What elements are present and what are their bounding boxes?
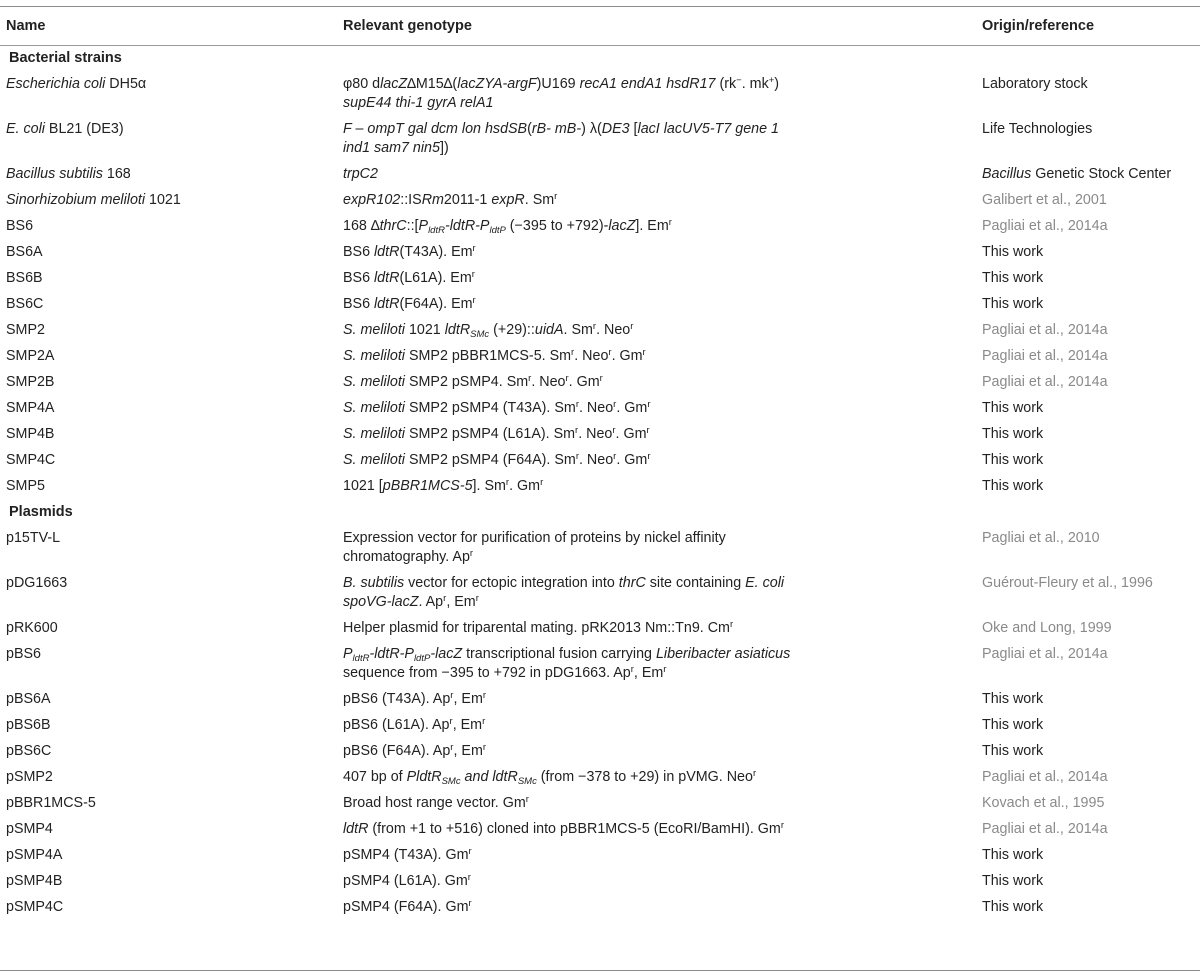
cell-name: SMP5 xyxy=(6,477,45,494)
cell-genotype: 1021 [pBBR1MCS-5]. Sm$^r$. Gm$^r$ xyxy=(343,476,544,494)
cell-name: pDG1663 xyxy=(6,574,68,591)
header-name: Name xyxy=(6,18,46,34)
cell-genotype: 407 bp of PldtR$_{SMc}$ and ldtR$_{SMc}$ (from −378 to +29) in pVMG. Neo$^r$ xyxy=(343,767,757,787)
cell-origin: Oke and Long, 1999 xyxy=(982,619,1112,636)
table-row xyxy=(0,790,1200,816)
cell-name: SMP4C xyxy=(6,451,56,468)
cell-genotype: S. meliloti SMP2 pSMP4 (T43A). Sm$^r$. Neo$^r$. Gm$^r$ xyxy=(343,398,651,416)
cell-name: SMP4A xyxy=(6,399,55,416)
section-header-row xyxy=(0,499,1200,525)
cell-origin: Kovach et al., 1995 xyxy=(982,794,1105,811)
table-row xyxy=(0,213,1200,239)
cell-name: Sinorhizobium meliloti 1021 xyxy=(6,191,181,208)
cell-origin: Pagliai et al., 2014a xyxy=(982,373,1108,390)
cell-origin: This work xyxy=(982,898,1044,915)
section-title: Bacterial strains xyxy=(9,49,122,66)
cell-name: pSMP4 xyxy=(6,820,53,837)
cell-origin: Pagliai et al., 2014a xyxy=(982,645,1108,662)
cell-origin: This work xyxy=(982,872,1044,889)
table-row xyxy=(0,525,1200,570)
cell-origin: Pagliai et al., 2014a xyxy=(982,768,1108,785)
cell-origin: Galibert et al., 2001 xyxy=(982,191,1107,208)
table-row xyxy=(0,317,1200,343)
table-row xyxy=(0,473,1200,499)
table-row xyxy=(0,738,1200,764)
cell-name: BS6B xyxy=(6,269,43,286)
cell-name: pBS6A xyxy=(6,690,51,707)
cell-genotype: S. meliloti SMP2 pSMP4 (L61A). Sm$^r$. Neo$^r$. Gm$^r$ xyxy=(343,424,650,442)
table-row xyxy=(0,816,1200,842)
strains-plasmids-table xyxy=(0,8,1200,920)
table-row xyxy=(0,239,1200,265)
cell-name: pBS6 xyxy=(6,645,41,662)
cell-genotype: trpC2 xyxy=(343,165,378,182)
cell-name: SMP2 xyxy=(6,321,45,338)
cell-origin: This work xyxy=(982,295,1044,312)
cell-name: SMP2B xyxy=(6,373,55,390)
cell-genotype: Broad host range vector. Gm$^r$ xyxy=(343,793,529,811)
cell-name: pBS6C xyxy=(6,742,52,759)
section-header-row xyxy=(0,45,1200,71)
table-row xyxy=(0,868,1200,894)
table-row xyxy=(0,187,1200,213)
cell-name: Escherichia coli DH5α xyxy=(6,75,147,92)
header-origin: Origin/reference xyxy=(982,18,1095,34)
top-rule xyxy=(0,6,1200,7)
cell-origin: Life Technologies xyxy=(982,120,1093,137)
cell-name: BS6 xyxy=(6,217,34,234)
cell-genotype: pSMP4 (L61A). Gm$^r$ xyxy=(343,871,471,889)
table-row xyxy=(0,343,1200,369)
table-row xyxy=(0,615,1200,641)
cell-genotype: S. meliloti SMP2 pSMP4. Sm$^r$. Neo$^r$. Gm$^r$ xyxy=(343,372,603,390)
cell-genotype: pSMP4 (T43A). Gm$^r$ xyxy=(343,845,472,863)
cell-name: SMP4B xyxy=(6,425,55,442)
table-row xyxy=(0,712,1200,738)
cell-origin: Pagliai et al., 2014a xyxy=(982,820,1108,837)
section-title: Plasmids xyxy=(9,503,73,520)
cell-name: BS6A xyxy=(6,243,43,260)
cell-origin: Pagliai et al., 2014a xyxy=(982,217,1108,234)
cell-name: SMP2A xyxy=(6,347,55,364)
cell-name: Bacillus subtilis 168 xyxy=(6,165,131,182)
cell-origin: Bacillus Genetic Stock Center xyxy=(982,165,1172,182)
cell-genotype: S. meliloti 1021 ldtR$_{SMc}$ (+29)::uidA. Sm$^r$. Neo$^r$ xyxy=(343,320,634,340)
table-row xyxy=(0,764,1200,790)
cell-origin: This work xyxy=(982,477,1044,494)
table-row xyxy=(0,421,1200,447)
cell-genotype: $P_{ldtR}-ldtR-P_{ldtP}$-lacZ transcriptional fusion carrying Liberibacter asiaticus sequence from −395 to +792 in pDG1663. Ap$^r$, Em$^r$ xyxy=(343,645,791,681)
cell-origin: This work xyxy=(982,399,1044,416)
cell-genotype: pBS6 (T43A). Ap$^r$, Em$^r$ xyxy=(343,689,487,707)
table-row xyxy=(0,369,1200,395)
cell-genotype: 168 $\Delta thrC::[P_{ldtR}-ldtR-P_{ldtP}$ (−395 to +792)-lacZ]. Em$^r$ xyxy=(343,216,672,236)
cell-name: pRK600 xyxy=(6,619,58,636)
cell-genotype: S. meliloti SMP2 pSMP4 (F64A). Sm$^r$. Neo$^r$. Gm$^r$ xyxy=(343,450,651,468)
cell-origin: This work xyxy=(982,846,1044,863)
table-row xyxy=(0,686,1200,712)
cell-genotype: pBS6 (L61A). Ap$^r$, Em$^r$ xyxy=(343,715,486,733)
table-row xyxy=(0,161,1200,187)
cell-genotype: B. subtilis vector for ectopic integration into thrC site containing E. coli spoVG-lacZ. Ap$^r$, Em$^r$ xyxy=(343,574,785,610)
cell-genotype: S. meliloti SMP2 pBBR1MCS-5. Sm$^r$. Neo$^r$. Gm$^r$ xyxy=(343,346,646,364)
cell-genotype: Expression vector for purification of proteins by nickel affinity chromatography. Ap$^r$ xyxy=(343,529,726,565)
cell-origin: This work xyxy=(982,269,1044,286)
cell-name: pSMP4C xyxy=(6,898,64,915)
table-row xyxy=(0,116,1200,161)
cell-origin: Pagliai et al., 2010 xyxy=(982,529,1100,546)
cell-genotype: φ80 dlacZ∆M15∆(lacZYA-argF)U169 recA1 endA1 hsdR17 (rk−. mk+) supE44 thi-1 gyrA relA1 xyxy=(343,74,780,111)
cell-name: p15TV-L xyxy=(6,529,61,546)
cell-genotype: BS6 ldtR(F64A). Em$^r$ xyxy=(343,294,476,312)
table-row xyxy=(0,71,1200,116)
cell-genotype: F – ompT gal dcm lon hsdSB(rB- mB-) λ(DE3 [lacI lacUV5-T7 gene 1 ind1 sam7 nin5]) xyxy=(343,120,779,156)
table-row xyxy=(0,291,1200,317)
table-row xyxy=(0,447,1200,473)
cell-origin: Guérout-Fleury et al., 1996 xyxy=(982,574,1153,591)
cell-name: pBS6B xyxy=(6,716,51,733)
table-row xyxy=(0,894,1200,920)
cell-origin: This work xyxy=(982,690,1044,707)
cell-name: pSMP4B xyxy=(6,872,63,889)
cell-origin: This work xyxy=(982,425,1044,442)
cell-origin: This work xyxy=(982,243,1044,260)
cell-name: pBBR1MCS-5 xyxy=(6,794,96,811)
header-genotype: Relevant genotype xyxy=(343,18,472,34)
cell-name: BS6C xyxy=(6,295,44,312)
table-row xyxy=(0,395,1200,421)
cell-genotype: BS6 ldtR(L61A). Em$^r$ xyxy=(343,268,475,286)
table-row xyxy=(0,570,1200,615)
cell-origin: Laboratory stock xyxy=(982,75,1088,92)
cell-genotype: expR102::ISRm2011-1 expR. Sm$^r$ xyxy=(343,190,558,208)
table-row xyxy=(0,641,1200,686)
cell-genotype: pBS6 (F64A). Ap$^r$, Em$^r$ xyxy=(343,741,487,759)
table-body xyxy=(0,45,1200,920)
cell-name: E. coli BL21 (DE3) xyxy=(6,120,124,137)
cell-genotype: Helper plasmid for triparental mating. pRK2013 Nm::Tn9. Cm$^r$ xyxy=(343,618,734,636)
cell-name: pSMP4A xyxy=(6,846,63,863)
bottom-rule xyxy=(0,970,1200,971)
cell-genotype: ldtR (from +1 to +516) cloned into pBBR1MCS-5 (EcoRI/BamHI). Gm$^r$ xyxy=(343,819,784,837)
cell-genotype: BS6 ldtR(T43A). Em$^r$ xyxy=(343,242,476,260)
cell-origin: Pagliai et al., 2014a xyxy=(982,347,1108,364)
cell-origin: This work xyxy=(982,451,1044,468)
table-header-row xyxy=(0,8,1200,45)
table-row xyxy=(0,842,1200,868)
table-row xyxy=(0,265,1200,291)
cell-name: pSMP2 xyxy=(6,768,53,785)
cell-origin: This work xyxy=(982,742,1044,759)
cell-origin: This work xyxy=(982,716,1044,733)
cell-origin: Pagliai et al., 2014a xyxy=(982,321,1108,338)
cell-genotype: pSMP4 (F64A). Gm$^r$ xyxy=(343,897,472,915)
